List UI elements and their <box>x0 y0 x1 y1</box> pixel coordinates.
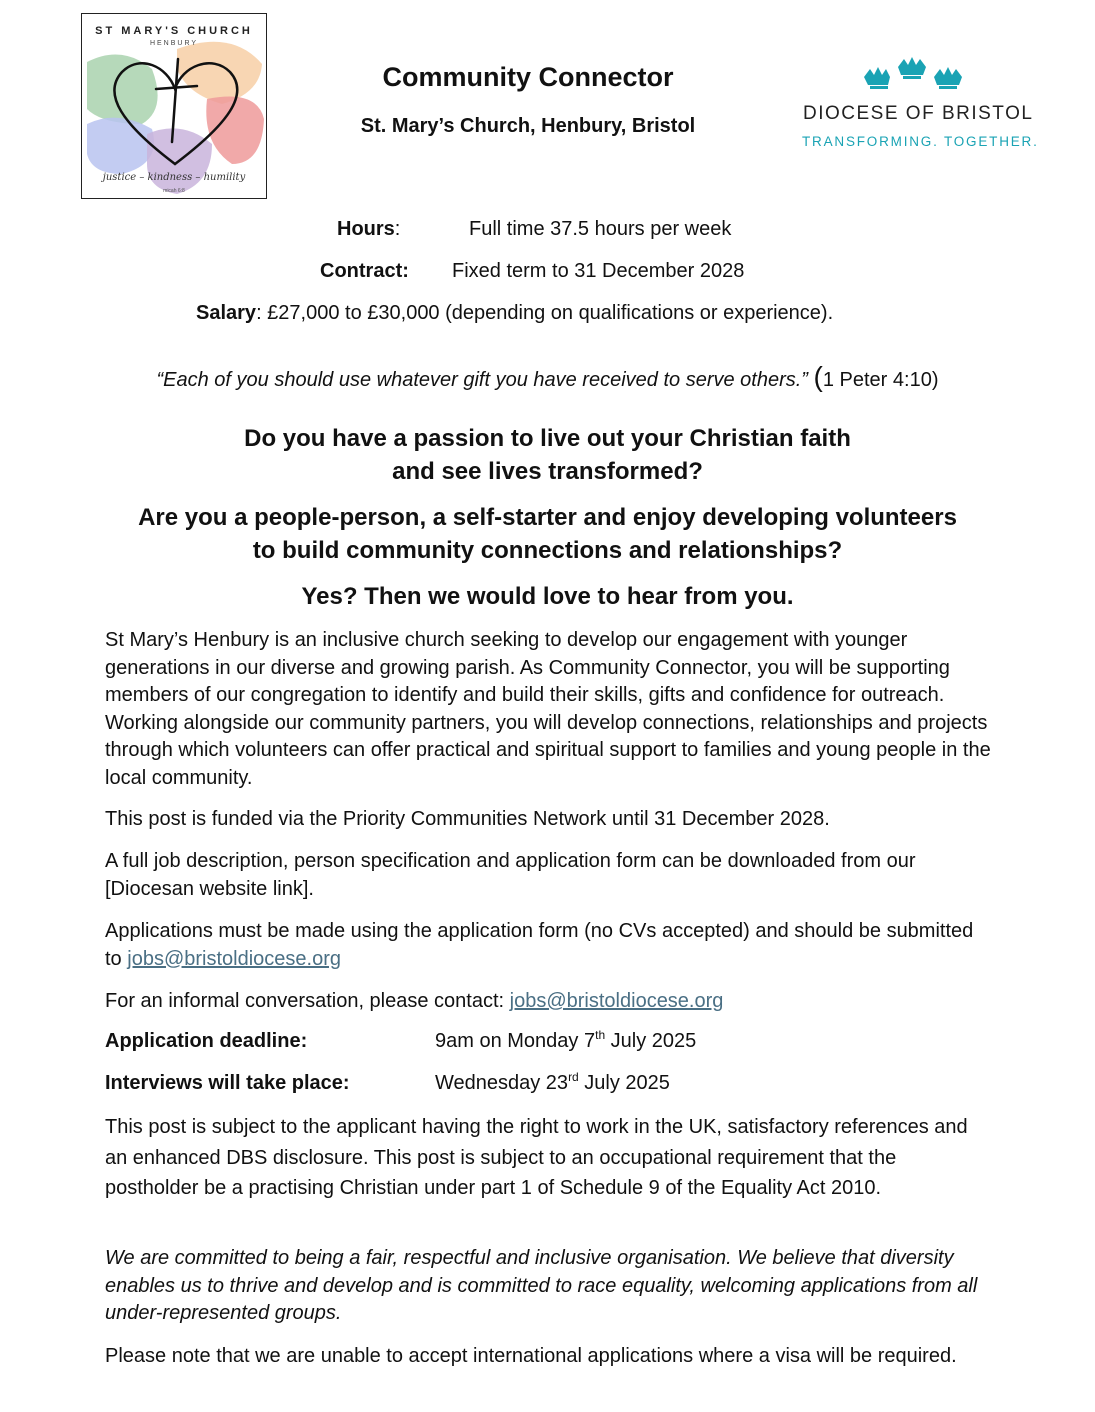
deadline-label <box>105 1030 307 1053</box>
applications-email-link[interactable]: jobs@bristoldiocese.org <box>127 947 341 970</box>
contract-row <box>320 260 409 283</box>
contract-label: Contract: <box>320 260 409 282</box>
intro-paragraph: St Mary’s Henbury is an inclusive church seeking to develop our engagement with younger generations in our diverse and growing parish. As Community Connector, you will be supporting members of our congregation to identify and build their skills, gifts and confidence for outreach. Working alongside our community partners, you will develop connections, relationships and projects through which volunteers can offer practical and spiritual support to families and young people in the local community. <box>105 629 991 789</box>
contract-value: Fixed term to 31 December 2028 <box>452 260 745 282</box>
contact-email-link[interactable]: jobs@bristoldiocese.org <box>509 990 724 1012</box>
logo-motto: justice – kindness – humility <box>102 172 246 183</box>
hours-label: Hours <box>337 218 395 240</box>
deadline-value <box>435 1030 696 1053</box>
diversity-text: We are committed to being a fair, respectful and inclusive organisation. We believe that diversity enables us to thrive and develop and is committed to race equality, welcoming applications from all under-represented groups. <box>105 1247 978 1324</box>
quote-text: “Each of you should use whatever gift you have received to serve others.” <box>156 369 808 391</box>
headline-people <box>0 501 1095 567</box>
church-logo <box>81 13 267 199</box>
quote-reference: 1 Peter 4:10) <box>822 369 939 391</box>
hours-value: Full time 37.5 hours per week <box>469 218 732 240</box>
quote-paren: ( <box>813 361 823 392</box>
diocese-name: DIOCESE OF BRISTOL <box>803 103 1034 124</box>
visa-paragraph: Please note that we are unable to accept international applications where a visa will be required. <box>105 1345 957 1367</box>
diversity-paragraph <box>105 1245 995 1328</box>
logo-place: HENBURY <box>149 40 199 47</box>
headline-yes: Yes? Then we would love to hear from you. <box>301 583 794 610</box>
download-paragraph: A full job description, person specification and application form can be downloaded from our [Diocesan website link]. <box>105 850 916 900</box>
headline-people-line2: to build community connections and relationships? <box>252 537 843 564</box>
crowns-icon <box>860 55 970 100</box>
hours-colon: : <box>394 218 401 240</box>
applications-text: Applications must be made using the application form (no CVs accepted) and should be submitted to <box>105 920 974 970</box>
funding-paragraph: This post is funded via the Priority Communities Network until 31 December 2028. <box>105 808 830 830</box>
requirements-paragraph: This post is subject to the applicant having the right to work in the UK, satisfactory references and an enhanced DBS disclosure. This post is subject to an occupational requirement that the postholder be a practising Christian under part 1 of Schedule 9 of the Equality Act 2010. <box>105 1116 968 1199</box>
contact-text: For an informal conversation, please contact: <box>105 990 510 1012</box>
logo-reference: micah 6:8 <box>163 188 185 194</box>
deadline-suffix: th <box>595 1028 606 1042</box>
scripture-quote <box>0 361 1095 393</box>
interview-date: Wednesday 23 <box>435 1072 569 1094</box>
interview-value <box>435 1072 670 1095</box>
hours-row <box>337 218 400 241</box>
applications-paragraph <box>105 918 995 973</box>
interview-label-text: Interviews will take place: <box>105 1072 350 1094</box>
deadline-date: 9am on Monday 7 <box>435 1030 596 1052</box>
salary-label: Salary <box>196 302 257 324</box>
salary-row <box>196 302 833 325</box>
page-title: Community Connector <box>382 62 674 92</box>
headline-passion <box>0 422 1095 488</box>
headline-passion-line2: and see lives transformed? <box>392 458 703 485</box>
headline-people-line1: Are you a people-person, a self-starter and enjoy developing volunteers <box>138 504 957 531</box>
interview-label <box>105 1072 350 1095</box>
page-subtitle: St. Mary’s Church, Henbury, Bristol <box>360 115 696 137</box>
deadline-month: July 2025 <box>605 1030 697 1052</box>
diocese-tagline: TRANSFORMING. TOGETHER. <box>802 134 1039 149</box>
headline-passion-line1: Do you have a passion to live out your Christian faith <box>244 425 851 452</box>
contact-paragraph <box>105 988 995 1016</box>
logo-church-name: ST MARY'S CHURCH <box>95 25 253 37</box>
interview-suffix: rd <box>568 1070 579 1084</box>
salary-value: : £27,000 to £30,000 (depending on qualifications or experience). <box>256 302 834 324</box>
interview-month: July 2025 <box>578 1072 670 1094</box>
deadline-label-text: Application deadline: <box>105 1030 308 1052</box>
